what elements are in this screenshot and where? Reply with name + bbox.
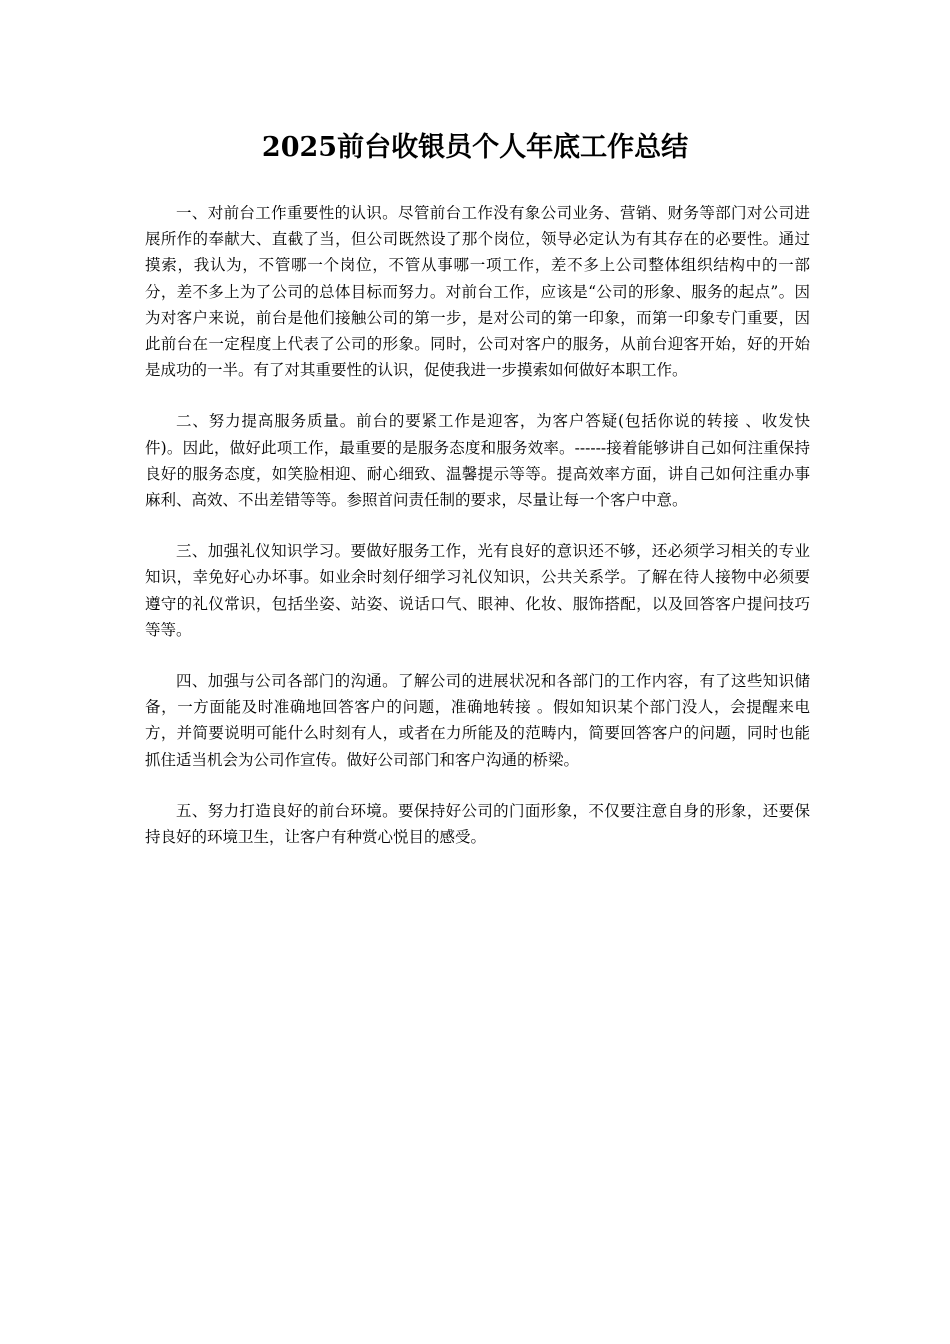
paragraph-4: 四、加强与公司各部门的沟通。了解公司的进展状况和各部门的工作内容，有了这些知识储备，一方面能及时准确地回答客户的问题，准确地转接 。假如知识某个部门没人，会提醒来电方，并简要说明可能什么时刻有人，或者在力所能及的范畴内，简要回答客户的问题，同时也能抓住适当机会为公司作宣传。做好公司部门和客户沟通的桥梁。 bbox=[145, 672, 810, 769]
paragraph-1: 一、对前台工作重要性的认识。尽管前台工作没有象公司业务、营销、财务等部门对公司进展所作的奉献大、直截了当，但公司既然设了那个岗位，领导必定认为有其存在的必要性。通过摸索，我认为，不管哪一个岗位，不管从事哪一项工作，差不多上公司整体组织结构中的一部分，差不多上为了公司的总体目标而努力。对前台工作，应该是“公司的形象、服务的起点”。因为对客户来说，前台是他们接触公司的第一步，是对公司的第一印象，而第一印象专门重要，因此前台在一定程度上代表了公司的形象。同时，公司对客户的服务，从前台迎客开始，好的开始是成功的一半。有了对其重要性的认识，促使我进一步摸索如何做好本职工作。 bbox=[145, 204, 810, 380]
document-body bbox=[145, 200, 810, 875]
document-title: 2025前台收银员个人年底工作总结 bbox=[261, 132, 689, 163]
paragraph-2: 二、努力提高服务质量。前台的要紧工作是迎客，为客户答疑(包括你说的转接 、收发快件)。因此，做好此项工作，最重要的是服务态度和服务效率。------接着能够讲自己如何注重保持良好的服务态度，如笑脸相迎、耐心细致、温馨提示等等。提高效率方面，讲自己如何注重办事麻利、高效、不出差错等等。参照首问责任制的要求，尽量让每一个客户中意。 bbox=[145, 412, 810, 510]
paragraph-5: 五、努力打造良好的前台环境。要保持好公司的门面形象，不仅要注意自身的形象，还要保持良好的环境卫生，让客户有种赏心悦目的感受。 bbox=[145, 801, 810, 847]
paragraph-3: 三、加强礼仪知识学习。要做好服务工作，光有良好的意识还不够，还必须学习相关的专业知识，幸免好心办坏事。如业余时刻仔细学习礼仪知识，公共关系学。了解在待人接物中必须要遵守的礼仪常识，包括坐姿、站姿、说话口气、眼神、化妆、服饰搭配，以及回答客户提问技巧等等。 bbox=[145, 542, 810, 639]
